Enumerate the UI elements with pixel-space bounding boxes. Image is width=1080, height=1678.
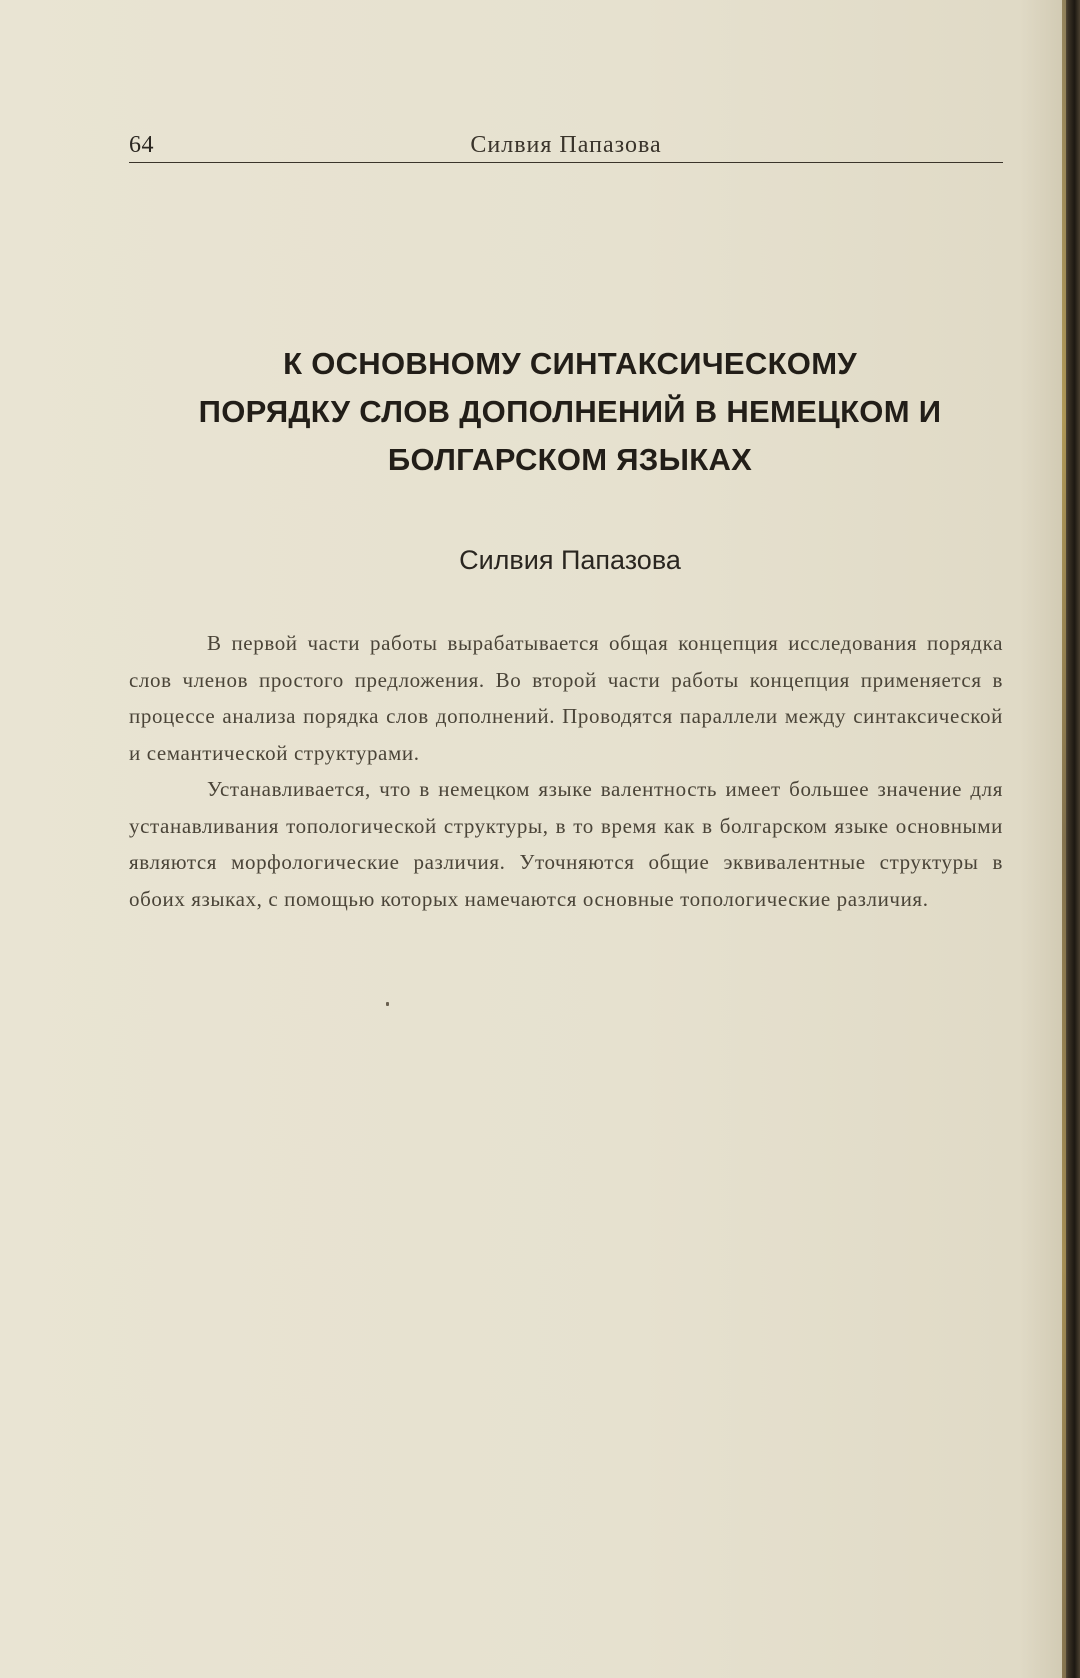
title-line: К ОСНОВНОМУ СИНТАКСИЧЕСКОМУ: [283, 346, 857, 381]
title-line: БОЛГАРСКОМ ЯЗЫКАХ: [387, 442, 753, 477]
paper-speck: [386, 1002, 389, 1006]
page-number: 64: [129, 132, 154, 158]
running-head-author: Силвия Папазова: [470, 132, 662, 158]
running-header: [129, 128, 1003, 163]
abstract-paragraph: Устанавливается, что в немецком языке валентность имеет большее значение для устанавливания топологической структуры, в то время как в болгарском языке основными являются морфологические различия. Уточняются общие эквивалентные структуры в обоих языках, с помощью которых намечаются основные топологические различия.: [129, 777, 1003, 911]
page-edge-gilt: [1062, 0, 1066, 1678]
article-author: Силвия Папазова: [459, 545, 681, 575]
title-line: ПОРЯДКУ СЛОВ ДОПОЛНЕНИЙ В НЕМЕЦКОМ И: [198, 394, 942, 429]
abstract: [129, 625, 1003, 917]
abstract-paragraph: В первой части работы вырабатывается общая концепция исследования порядка слов членов простого предложения. Во второй части работы концепция применяется в процессе анализа порядка слов дополнений. Проводятся параллели между синтаксической и семантической структурами.: [129, 631, 1003, 765]
article-title: [150, 340, 990, 484]
